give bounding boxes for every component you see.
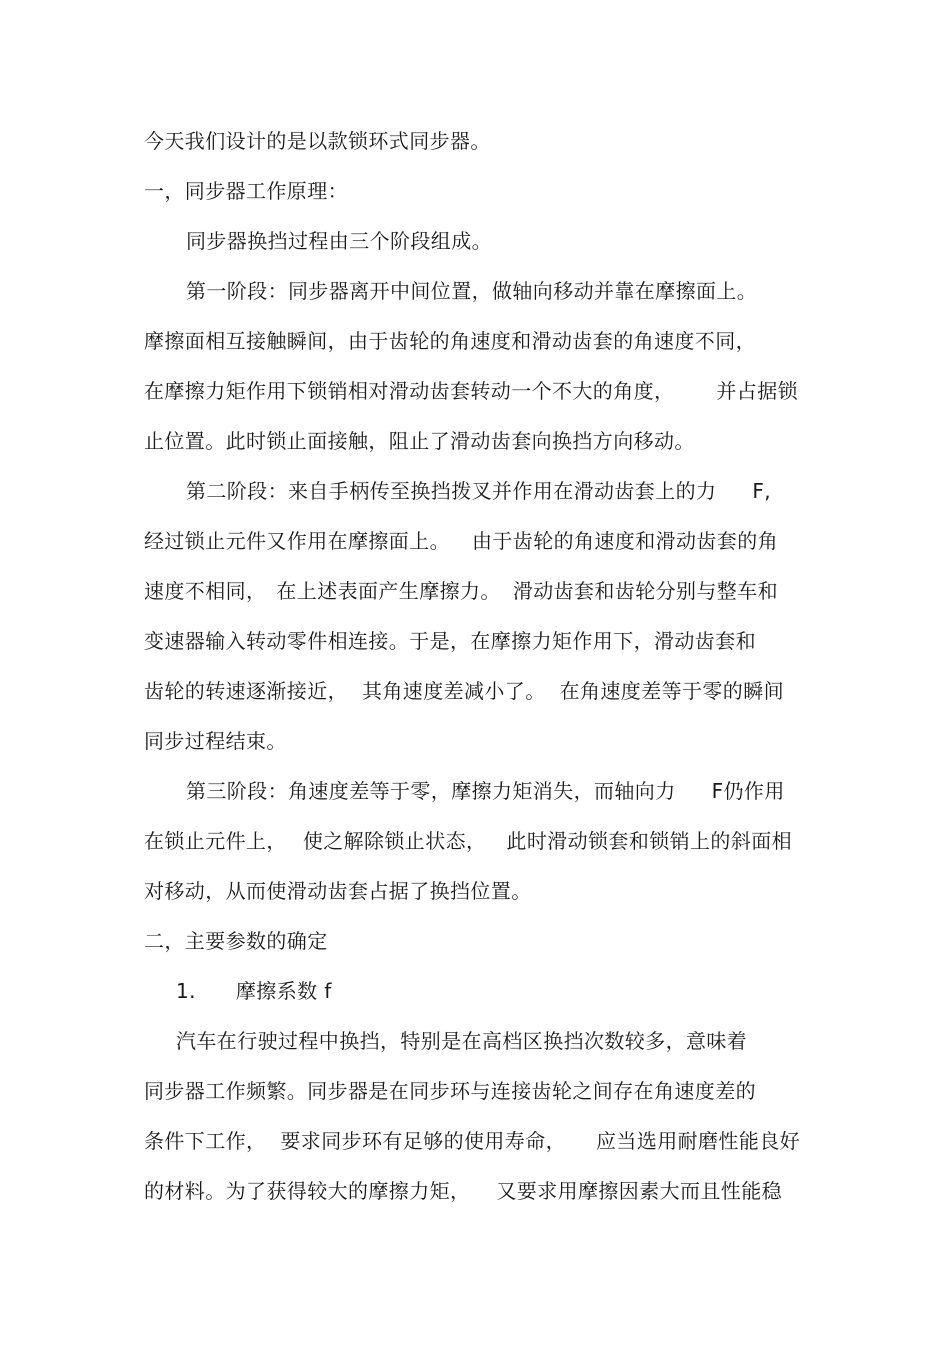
text-line: 第三阶段：角速度差等于零，摩擦力矩消失，而轴向力 F仍作用 <box>186 779 785 803</box>
text-line: 第一阶段：同步器离开中间位置，做轴向移动并靠在摩擦面上。 <box>186 279 758 303</box>
text-line: 的材料。为了获得较大的摩擦力矩， 又要求用摩擦因素大而且性能稳 <box>144 1179 783 1203</box>
text-line: 同步过程结束。 <box>144 729 287 753</box>
text-line: 止位置。此时锁止面接触，阻止了滑动齿套向换挡方向移动。 <box>144 429 695 453</box>
text-line: 摩擦面相互接触瞬间，由于齿轮的角速度和滑动齿套的角速度不同， <box>144 329 756 353</box>
text-line: 条件下工作， 要求同步环有足够的使用寿命， 应当选用耐磨性能良好 <box>144 1129 801 1153</box>
text-line: 速度不相同， 在上述表面产生摩擦力。 滑动齿套和齿轮分别与整车和 <box>144 579 779 603</box>
text-line: 经过锁止元件又作用在摩擦面上。 由于齿轮的角速度和滑动齿套的角 <box>144 529 778 553</box>
text-line: 汽车在行驶过程中换挡，特别是在高档区换挡次数较多，意味着 <box>176 1029 748 1053</box>
numbered-item: 1. 摩擦系数 f <box>176 979 332 1003</box>
text-line: 同步器换挡过程由三个阶段组成。 <box>186 229 492 253</box>
text-line: 对移动，从而使滑动齿套占据了换挡位置。 <box>144 879 532 903</box>
text-line: 在锁止元件上， 使之解除锁止状态， 此时滑动锁套和锁销上的斜面相 <box>144 829 793 853</box>
text-line: 同步器工作频繁。同步器是在同步环与连接齿轮之间存在角速度差的 <box>144 1079 756 1103</box>
text-line: 今天我们设计的是以款锁环式同步器。 <box>144 129 491 153</box>
section-heading: 一，同步器工作原理： <box>144 179 348 203</box>
text-line: 齿轮的转速逐渐接近， 其角速度差减小了。 在角速度差等于零的瞬间 <box>144 679 785 703</box>
section-heading: 二，主要参数的确定 <box>144 929 328 953</box>
text-line: 第二阶段：来自手柄传至换挡拨叉并作用在滑动齿套上的力 F, <box>186 479 772 503</box>
text-line: 在摩擦力矩作用下锁销相对滑动齿套转动一个不大的角度， 并占据锁 <box>144 379 799 403</box>
text-line: 变速器输入转动零件相连接。于是，在摩擦力矩作用下，滑动齿套和 <box>144 629 756 653</box>
